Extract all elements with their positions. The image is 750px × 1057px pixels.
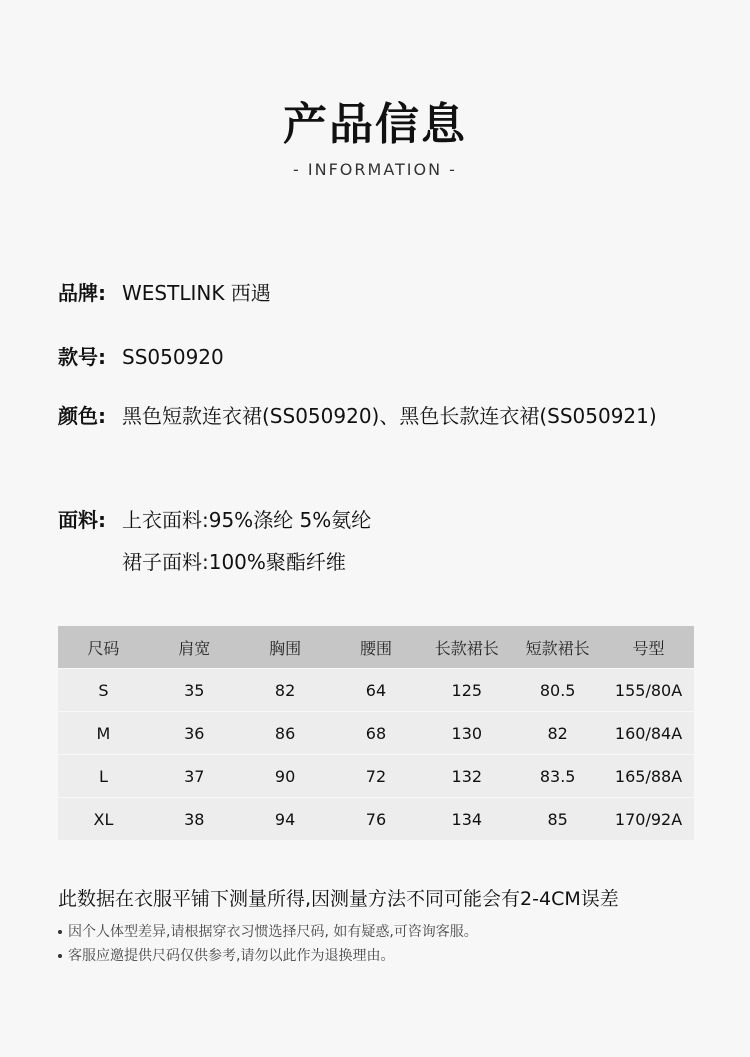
- table-row: [58, 755, 694, 798]
- table-cell: 38: [149, 798, 240, 841]
- table-cell: 83.5: [512, 755, 603, 798]
- table-cell: 72: [331, 755, 422, 798]
- bullet-icon: [58, 954, 62, 958]
- table-header: 肩宽: [149, 626, 240, 669]
- table-cell: 80.5: [512, 669, 603, 712]
- color-value: 黑色短款连衣裙(SS050920)、黑色长款连衣裙(SS050921): [122, 404, 657, 428]
- note-text: 因个人体型差异,请根据穿衣习惯选择尺码, 如有疑惑,可咨询客服。: [68, 924, 478, 940]
- table-cell: 76: [331, 798, 422, 841]
- size-table: [58, 626, 694, 840]
- fabric-skirt-value: 裙子面料:100%聚酯纤维: [122, 550, 346, 574]
- table-cell: 125: [421, 669, 512, 712]
- table-cell: 82: [240, 669, 331, 712]
- style-label: 款号:: [58, 345, 106, 369]
- note-text: 客服应邀提供尺码仅供参考,请勿以此作为退换理由。: [68, 948, 395, 964]
- table-cell: M: [58, 712, 149, 755]
- page-title: 产品信息: [283, 99, 467, 150]
- note-item: [58, 945, 394, 965]
- table-cell: XL: [58, 798, 149, 841]
- table-header: 号型: [603, 626, 694, 669]
- table-cell: 86: [240, 712, 331, 755]
- table-header: 短款裙长: [512, 626, 603, 669]
- table-row: [58, 798, 694, 841]
- table-cell: 64: [331, 669, 422, 712]
- table-cell: L: [58, 755, 149, 798]
- table-cell: 68: [331, 712, 422, 755]
- table-cell: 160/84A: [603, 712, 694, 755]
- fabric-label: 面料:: [58, 508, 106, 532]
- table-cell: 134: [421, 798, 512, 841]
- table-header: 尺码: [58, 626, 149, 669]
- table-cell: 94: [240, 798, 331, 841]
- table-cell: 85: [512, 798, 603, 841]
- table-cell: 82: [512, 712, 603, 755]
- table-header: 胸围: [240, 626, 331, 669]
- brand-label: 品牌:: [58, 281, 106, 305]
- note-item: [58, 921, 478, 941]
- style-value: SS050920: [122, 345, 224, 369]
- table-cell: 37: [149, 755, 240, 798]
- table-row: [58, 712, 694, 755]
- measurement-note: 此数据在衣服平铺下测量所得,因测量方法不同可能会有2-4CM误差: [58, 888, 619, 910]
- brand-value: WESTLINK 西遇: [122, 281, 271, 305]
- fabric-top-value: 上衣面料:95%涤纶 5%氨纶: [122, 508, 372, 532]
- table-cell: 36: [149, 712, 240, 755]
- table-cell: 35: [149, 669, 240, 712]
- table-cell: 170/92A: [603, 798, 694, 841]
- table-header: 腰围: [331, 626, 422, 669]
- table-cell: 90: [240, 755, 331, 798]
- table-cell: 130: [421, 712, 512, 755]
- page-subtitle: - INFORMATION -: [293, 160, 457, 179]
- color-label: 颜色:: [58, 404, 106, 428]
- table-cell: 155/80A: [603, 669, 694, 712]
- table-cell: 132: [421, 755, 512, 798]
- table-row: [58, 669, 694, 712]
- table-header: 长款裙长: [421, 626, 512, 669]
- table-cell: 165/88A: [603, 755, 694, 798]
- bullet-icon: [58, 930, 62, 934]
- table-cell: S: [58, 669, 149, 712]
- table-header-row: [58, 626, 694, 669]
